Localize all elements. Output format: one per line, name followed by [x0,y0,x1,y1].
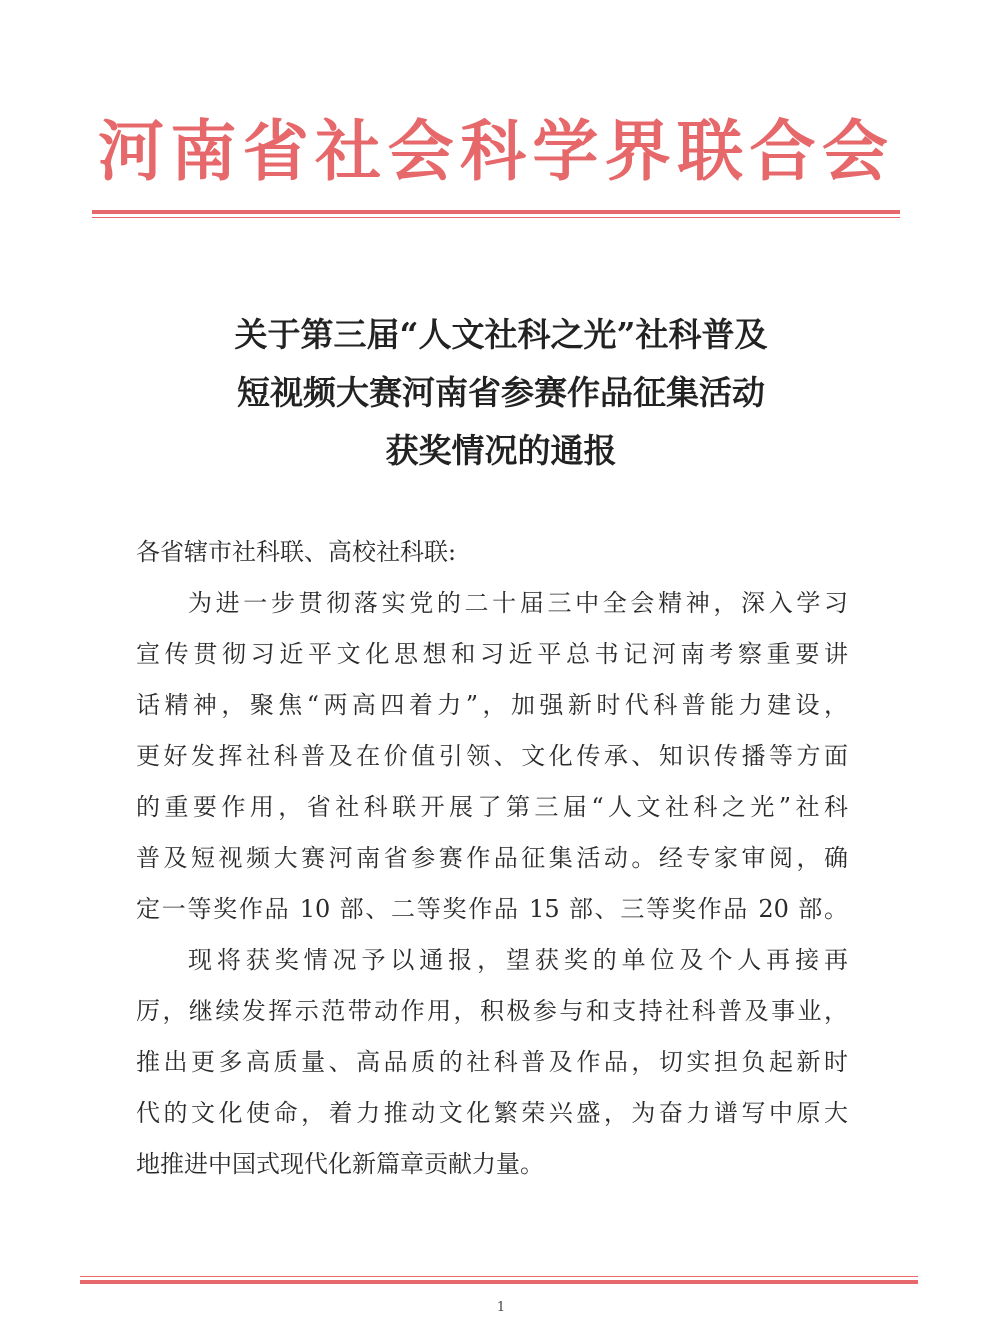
org-name-char: 联 [677,112,744,190]
paragraph-line: 推出更多高质量、高品质的社科普及作品，切实担负起新时 [136,1048,848,1076]
org-name-char: 科 [459,112,526,190]
paragraph-line: 为进一步贯彻落实党的二十届三中全会精神，深入学习 [188,589,848,617]
letterhead-rule-thin [92,217,900,218]
letterhead-rule-thick [92,210,900,214]
document-title [60,306,942,480]
paragraph-line: 宣传贯彻习近平文化思想和习近平总书记河南考察重要讲 [136,640,848,668]
paragraph-line: 厉，继续发挥示范带动作用，积极参与和支持社科普及事业， [136,997,848,1025]
title-line: 短视频大赛河南省参赛作品征集活动 [237,373,765,412]
org-name-char: 南 [170,112,237,190]
paragraph-line: 地推进中国式现代化新篇章贡献力量。 [136,1150,544,1178]
footer-rule-thick [80,1280,918,1284]
letterhead-org-name [98,108,888,194]
page-number: 1 [496,1300,506,1315]
paragraph-line: 现将获奖情况予以通报，望获奖的单位及个人再接再 [188,946,848,974]
paragraph-line: 的重要作用，省社科联开展了第三届“人文社科之光”社科 [136,793,848,821]
paragraph-line: 定一等奖作品 10 部、二等奖作品 15 部、三等奖作品 20 部。 [136,895,848,923]
document-body [136,527,848,1190]
org-name-char: 会 [821,112,888,190]
footer-rule-thin [80,1276,918,1277]
salutation: 各省辖市社科联、高校社科联: [136,538,457,566]
paragraph-line: 更好发挥社科普及在价值引领、文化传承、知识传播等方面 [136,742,848,770]
org-name-char: 界 [604,112,671,190]
paragraph-line: 普及短视频大赛河南省参赛作品征集活动。经专家审阅，确 [136,844,848,872]
title-line: 获奖情况的通报 [385,431,617,470]
paragraph-line: 代的文化使命，着力推动文化繁荣兴盛，为奋力谱写中原大 [136,1099,848,1127]
paragraph-line: 话精神，聚焦“两高四着力”，加强新时代科普能力建设， [136,691,848,719]
org-name-char: 会 [387,112,454,190]
org-name-char: 社 [315,112,382,190]
org-name-char: 省 [242,112,309,190]
org-name-char: 学 [532,112,599,190]
org-name-char: 河 [98,112,164,190]
title-line: 关于第三届“人文社科之光”社科普及 [234,315,768,354]
org-name-char: 合 [749,112,816,190]
